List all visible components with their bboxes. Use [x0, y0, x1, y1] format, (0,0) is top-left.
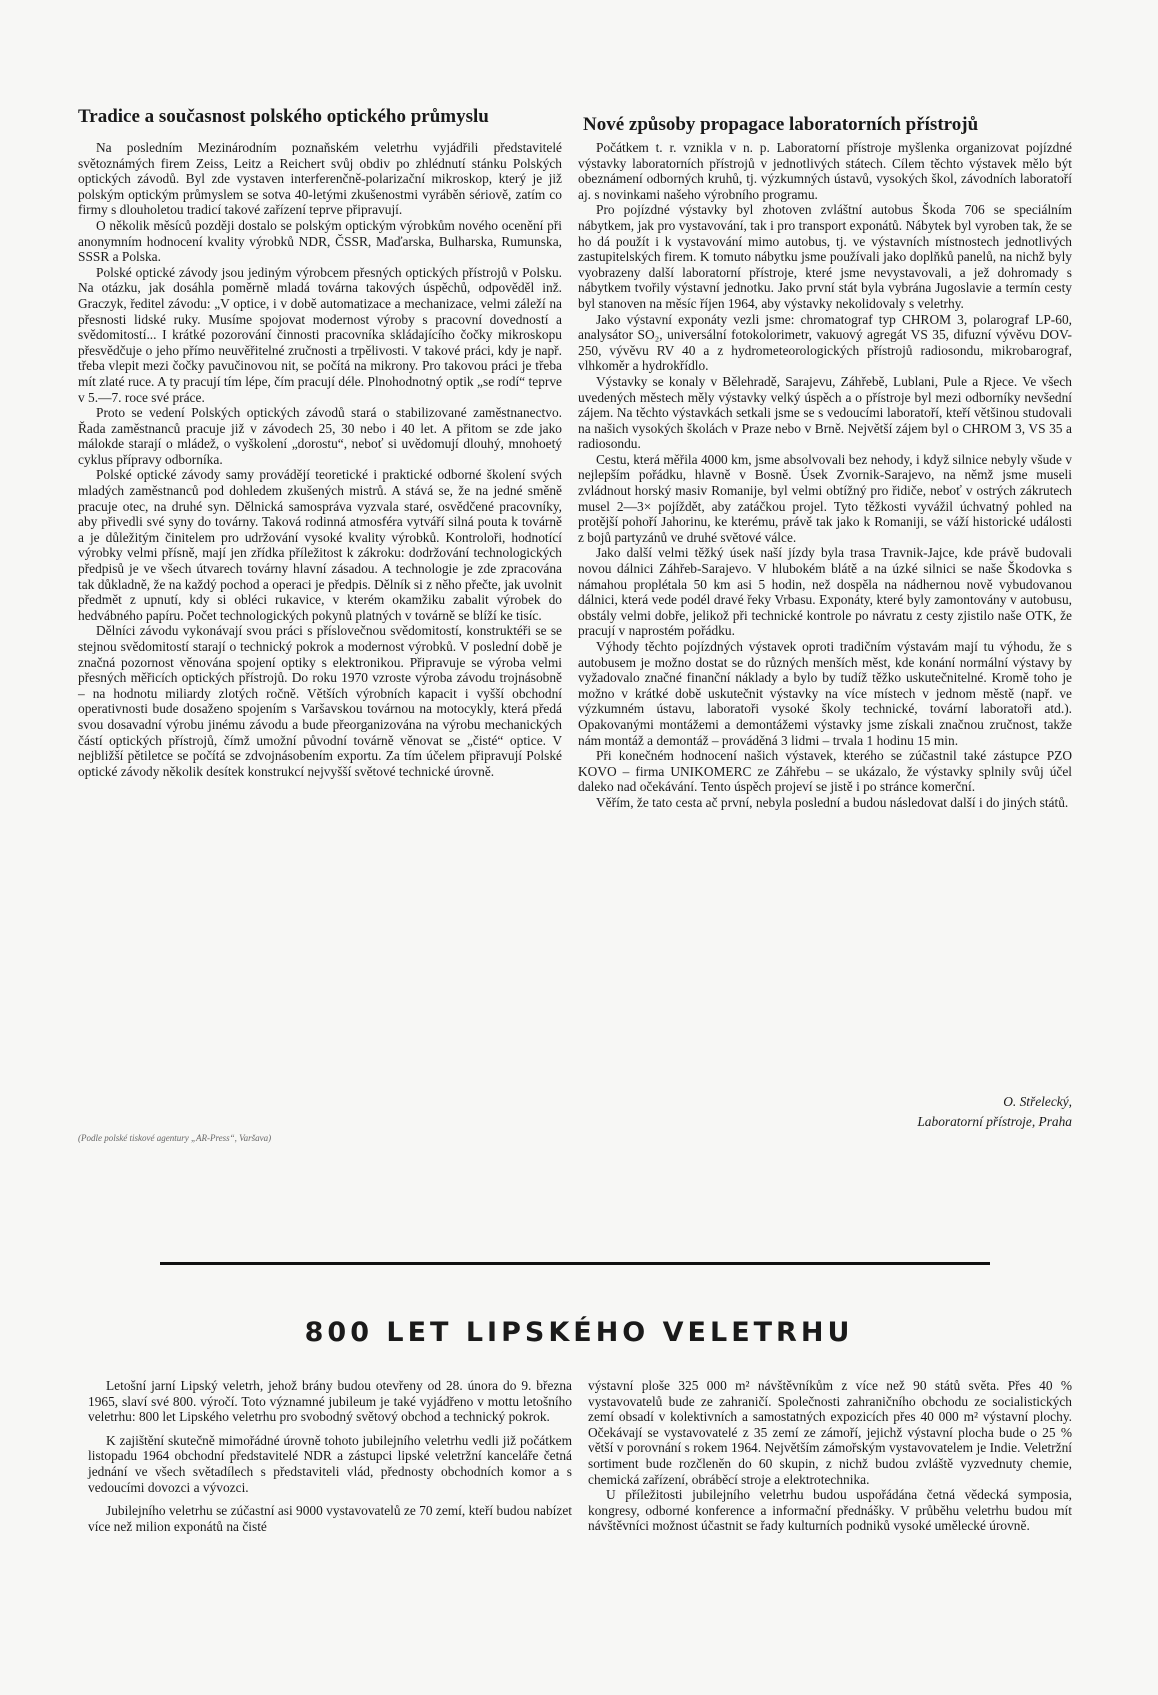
article2-affiliation: Laboratorní přístroje, Praha — [917, 1114, 1072, 1129]
article2-paragraph: Pro pojízdné výstavky byl zhotoven zvláštní autobus Škoda 706 se speciálním nábytkem, jak pro vystavování, tak i pro transport exponátů. Nábytek byl vyroben tak, že se ho dá použít i k vystavování mimo autobus, tj. ve výstavních místnostech jednotlivých zastupitelských firem. K tomuto nábytku jsme používali jako doplňků panelů, na nichž byly vyobrazeny další laboratorní přístroje, které jsme nevystavovali, a jež dohromady s nábytkem tvořily výstavní jednotku. Jako první stát byla vybrána Jugoslavie a termín cesty byl stanoven na měsíc říjen 1964, aby výstavky nekolidovaly s veletrhy. — [578, 202, 1072, 311]
article3-title: 800 LET LIPSKÉHO VELETRHU — [304, 1317, 854, 1348]
article2-paragraph: Při konečném hodnocení našich výstavek, kterého se zúčastnil také zástupce PZO KOVO – firma UNIKOMERC ze Záhřebu – se ukázalo, že výstavky splnily svůj účel daleko nad očekávání. Tento úspěch projeví se jistě i po stránce komerční. — [578, 748, 1072, 795]
article1-paragraph: Proto se vedení Polských optických závodů stará o stabilizované zaměstnanectvo. Řada zaměstnanců pracuje již v závodech 25, 30 nebo i 40 let. A přitom se zde jako málokde starají o mládež, o vyškolení „dorostu“, neboť si uvědomují dlouhý, mnohoetý cyklus přípravy odborníka. — [78, 405, 562, 467]
article3-left-column — [88, 1378, 572, 1534]
article2-paragraph: Počátkem t. r. vznikla v n. p. Laboratorní přístroje myšlenka organizovat pojízdné výstavky laboratorních přístrojů v jednotlivých státech. Cílem těchto výstavek mělo být obeznámení odborných kruhů, tj. výzkumných ústavů, vysokých škol, závodních laboratoří aj. s novinkami našeho výrobního programu. — [578, 140, 1072, 202]
article2-paragraph: Cestu, která měřila 4000 km, jsme absolvovali bez nehody, i když silnice nebyly všude v nejlepším pořádku, hlavně v Bosně. Úsek Zvornik-Sarajevo, na němž jsme museli zvládnout horský masiv Romanije, byl velmi obtížný pro řidiče, neboť v ostrých zákrutech musel 2—3× pojíždět, aby zatáčkou projel. Tyto těžkosti vyvážil úchvatný pohled na protější pohoří Jahorinu, ke kterému, právě tak jako k Romaniji, se váží historické události z bojů partyzánů ve druhé světové válce. — [578, 451, 1072, 545]
article3-paragraph: Jubilejního veletrhu se zúčastní asi 9000 vystavovatelů ze 70 zemí, kteří budou nabízet více než milion exponátů na čisté — [88, 1503, 572, 1534]
article3-paragraph: Letošní jarní Lipský veletrh, jehož brány budou otevřeny od 28. února do 9. března 1965, slaví své 800. výročí. Toto významné jubileum je také vyjádřeno v mottu letošního veletrhu: 800 let Lipského veletrhu pro svobodný světový obchod a technický pokrok. — [88, 1378, 572, 1425]
article2-paragraph: Výhody těchto pojízdných výstavek oproti tradičním výstavám mají tu výhodu, že s autobusem je možno dostat se do různých menších měst, kde konání normální výstavy by vyžadovalo značné finanční náklady a bylo by tudíž těžko uskutečnitelné. Kromě toho je možno v krátké době uskutečnit výstavky na více místech v jednom městě (např. ve výzkumném ústavu, laboratoři vysoké školy technické, tovární laboratoři atd.). Opakovanými montážemi a demontážemi výstavky jsme získali značnou zručnost, takže nám montáž a demontáž – prováděná 3 lidmi – trvala 1 hodinu 15 min. — [578, 639, 1072, 748]
article1-body — [78, 140, 562, 779]
article2-body — [578, 140, 1072, 811]
article3-paragraph: U příležitosti jubilejního veletrhu budou uspořádána četná vědecká symposia, kongresy, odborné konference a informační přednášky. V průběhu veletrhu budou mít návštěvníci možnost účastnit se řady kulturních podniků vysoké umělecké úrovně. — [588, 1487, 1072, 1534]
article2-author: O. Střelecký, — [1003, 1094, 1072, 1109]
article1-source: (Podle polské tiskové agentury „AR-Press“, Varšava) — [78, 1133, 272, 1143]
article1-title: Tradice a současnost polského optického průmyslu — [78, 106, 489, 127]
article2-signature — [760, 1092, 1072, 1132]
article2-paragraph: Výstavky se konaly v Bělehradě, Sarajevu, Záhřebě, Lublani, Pule a Rjece. Ve všech uvedených městech měly výstavky velký úspěch a o přístroje byl mezi odborníky nevšední zájem. Na těchto výstavkách setkali jsme se s vedoucími laboratoří, kteří většinou studovali na našich vysokých školách v Praze nebo v Brně. Největší zájem byl o CHROM 3, VS 35 a radiosondu. — [578, 373, 1072, 452]
article1-paragraph: Polské optické závody samy provádějí teoretické i praktické odborné školení svých mladých zaměstnanců pod dohledem zkušených mistrů. A stává se, že na jedné směně pracuje otec, na druhé syn. Dělnická samospráva vyzvala staré, osvědčené pracovníky, aby přivedli své syny do továrny. Taková rodinná atmosféra vytváří silná pouta k továrně a je důležitým činitelem pro udržování vysoké kvality výrobků. Kontroloři, hodnotící výrobky velmi přísně, mají jen zřídka příležitost k zákroku: dodržování technologických předpisů je ve všech útvarech továrny hlavní zásadou. A technologie je zde zpracována tak důkladně, že na každý pochod a operaci je předpis. Dělník si z něho přečte, jak uvolnit předmět z upnutí, kdy si obléci rukavice, v kterém okamžiku zabalit výrobek do hedvábného papíru. Počet technologických pokynů platných v továrně se blíží ke tisíc. — [78, 467, 562, 623]
article2-paragraph: Věřím, že tato cesta ač první, nebyla poslední a budou následovat další i do jiných států. — [596, 794, 1069, 810]
article1-paragraph: O několik měsíců později dostalo se polským optickým výrobkům nového ocenění při anonymním hodnocení kvality výrobků NDR, ČSSR, Maďarska, Bulharska, Rumunska, SSSR a Polska. — [78, 217, 562, 265]
article2-paragraph: Jako další velmi těžký úsek naší jízdy byla trasa Travnik-Jajce, kde právě budovali novou dálnici Záhřeb-Sarajevo. V hlubokém blátě a na úzké silnici se naše Škodovka s námahou proplétala 50 km asi 5 hodin, než dospěla na nádhernou nově vybudovanou dálnici, která vede podél dravé řeky Vrbasu. Exponáty, které byly zamontovány v autobusu, obstály velmi dobře, jelikož při technické kontrole po návratu z cesty zjistilo naše OTK, že pracují v naprostém pořádku. — [578, 545, 1072, 639]
article2-title: Nové způsoby propagace laboratorních přístrojů — [583, 114, 979, 135]
article1-paragraph: Na posledním Mezinárodním poznaňském veletrhu vyjádřili představitelé světoznámých firem Zeiss, Leitz a Reichert svůj obdiv po zhlédnutí stánku Polských optických závodů. Byl zde vystaven interferenčně-polarizační mikroskop, který je již polským optickým průmyslem se sotva 40-letými zkušenostmi vyráběn sériově, zatím co firmy s dlouholetou tradicí takové zařízení teprve připravují. — [78, 140, 562, 218]
article1-paragraph: Polské optické závody jsou jediným výrobcem přesných optických přístrojů v Polsku. Na otázku, jak dosáhla poměrně mladá továrna takových úspěchů, odpověděl inž. Graczyk, ředitel závodu: „V optice, i v době automatizace a mechanizace, velmi záleží na přesnosti lidské ruky. Musíme spojovat modernost výroby s pracovní dovedností a svědomitostí... I krátké pozorování činnosti pracovníka skládajícího čočky mikroskopu přesvědčuje o jeho přímo neuvěřitelné zručnosti a trpělivosti. V takové práci, kdy je např. třeba vlepit mezi čočky pavučinovou nit, se počítá na mikrony. Pro takovou práci je třeba mít zlaté ruce. A ty pracují tím lépe, čím pracují déle. Plnohodnotný optik „se rodí“ teprve v 5.—7. roce své práce. — [78, 264, 562, 405]
article1-paragraph: Dělníci závodu vykonávají svou práci s příslovečnou svědomitostí, konstruktéři se se stejnou svědomitostí starají o technický pokrok a modernost výrobků. V poslední době je značná pozornost věnována spojení optiky s elektronikou. Připravuje se výroba velmi přesných měřicích optických přístrojů. Do roku 1970 vzroste výroba závodu trojnásobně – na hodnotu miliardy zlotých ročně. Větších výrobních kapacit i vyšší obchodní operativnosti bude dosaženo spojením s Varšavskou továrnou na motocykly, která předá svou dosavadní výrobu jinému závodu a bude přeorganizována na výrobu mechanických částí optických přístrojů, čímž umožní původní továrně věnovat se „čisté“ optice. V nejbližší pětiletce se počítá se zdvojnásobením exportu. Za tím účelem připravují Polské optické závody několik desítek konstrukcí nejvyšší světové technické úrovně. — [78, 623, 562, 779]
article2-paragraph: Jako výstavní exponáty vezli jsme: chromatograf typ CHROM 3, polarograf LP-60, analysátor SO₂, universální fotokolorimetr, vakuový agregát VS 35, difuzní vývěvu DOV-250, vývěvu RV 40 a z hydrometeorologických přístrojů radiosondu, mikrobarograf, vlhkoměr a hydrokřídlo. — [578, 311, 1072, 374]
section-divider — [160, 1262, 990, 1265]
article3-paragraph: výstavní ploše 325 000 m² návštěvníkům z více než 90 států světa. Přes 40 % vystavovatelů bude ze zahraničí. Společnosti zahraničního obchodu ze socialistických zemí obsadí v kolektivních a samostatných expozicích přes 40 000 m² výstavní plochy. Očekávají se vystavovatelé z 35 zemí ze zámoří, jejichž výstavní plocha bude o 25 % větší v porovnání s rokem 1964. Největším zámořským vystavovatelem je Indie. Veletržní sortiment bude rozčleněn do 60 skupin, z nichž budou zvláště vyzvednuty chemie, chemická zařízení, obráběcí stroje a elektrotechnika. — [588, 1378, 1072, 1487]
article3-right-column — [588, 1378, 1072, 1534]
article3-paragraph: K zajištění skutečně mimořádné úrovně tohoto jubilejního veletrhu vedli již počátkem listopadu 1964 obchodní představitelé NDR a zástupci lipské veletržní kanceláře četná jednání ve všech světadílech s představiteli vlád, přednosty obchodních komor a s vedoucími dovozci a vývozci. — [88, 1432, 572, 1495]
